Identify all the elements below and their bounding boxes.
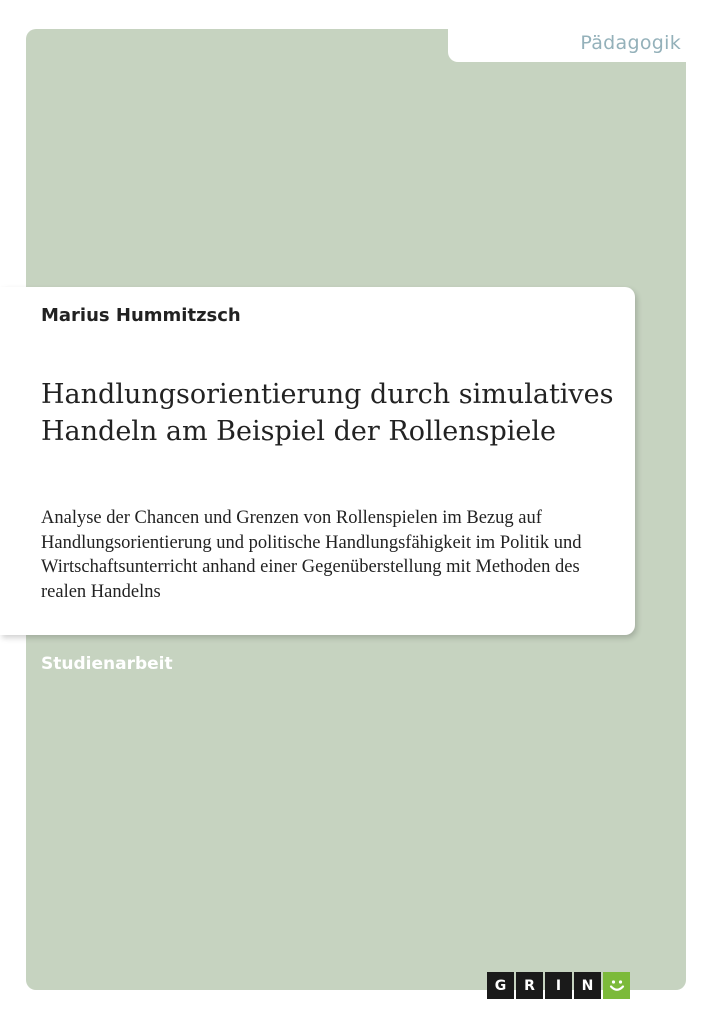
smiley-icon [603,972,630,999]
publisher-logo [487,972,630,999]
logo-letter-g: G [487,972,514,999]
logo-letter-n: N [574,972,601,999]
document-type-label: Studienarbeit [41,654,173,674]
category-label: Pädagogik [580,32,681,54]
logo-letter-i: I [545,972,572,999]
author-name: Marius Hummitzsch [41,305,241,326]
logo-letter-r: R [516,972,543,999]
book-title: Handlungsorientierung durch simulatives Handeln am Beispiel der Rollenspiele [41,379,614,447]
book-subtitle: Analyse der Chancen und Grenzen von Rollenspielen im Bezug auf Handlungsorientierung und politische Handlungsfähigkeit im Politik und Wirtschaftsunterricht anhand einer Gegenüberstellung mit Methoden des realen Handelns [41,508,582,602]
